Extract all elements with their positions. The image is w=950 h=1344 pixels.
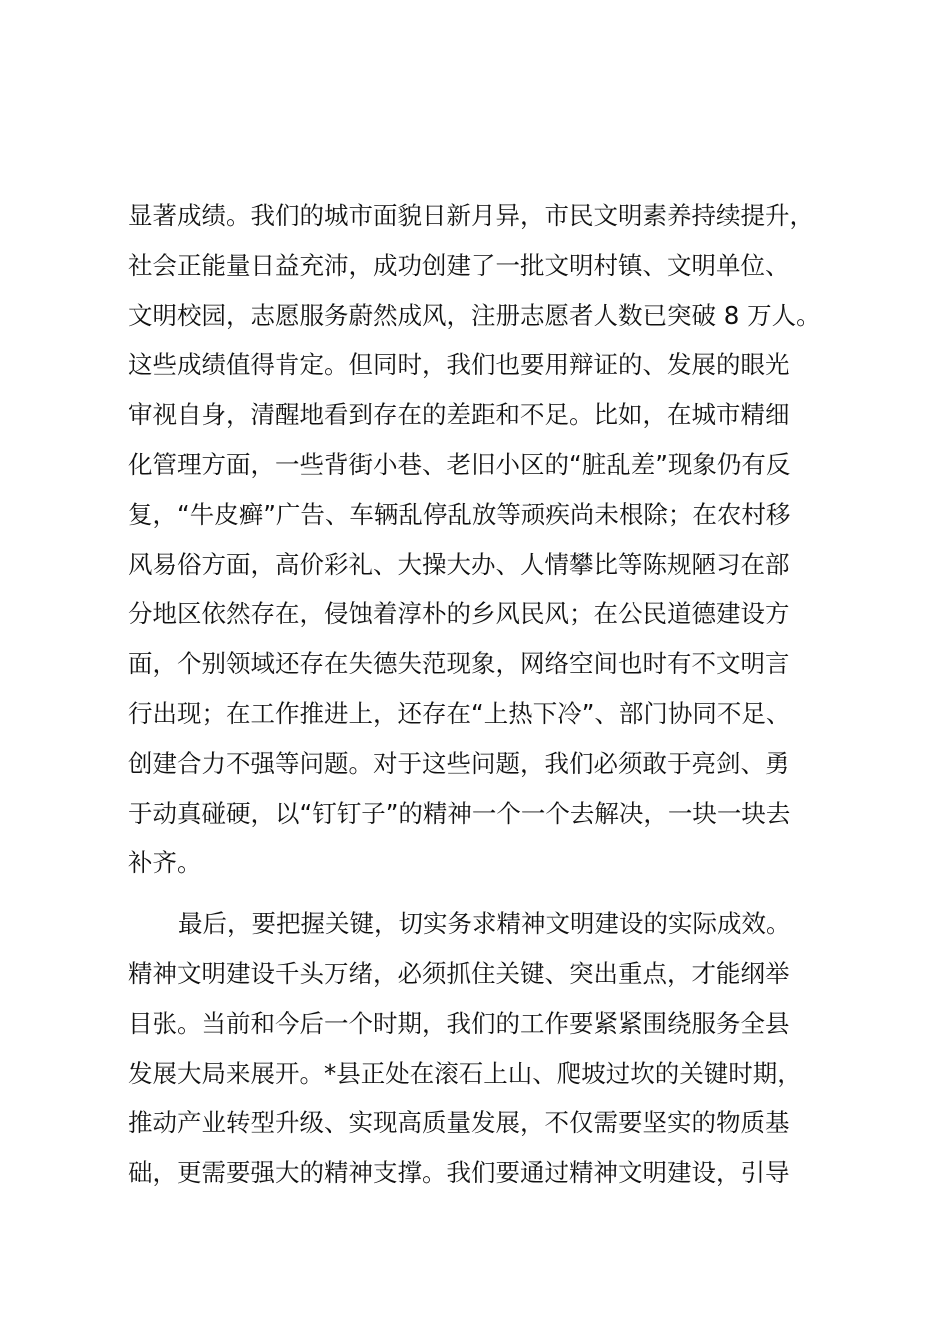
paragraph-line: 目张。当前和今后一个时期，我们的工作要紧紧围绕服务全县	[128, 1008, 790, 1038]
paragraph-line: 推动产业转型升级、实现高质量发展，不仅需要坚实的物质基	[128, 1108, 790, 1138]
paragraph-line: 面，个别领域还存在失德失范现象，网络空间也时有不文明言	[128, 649, 790, 679]
paragraph-line: 础，更需要强大的精神支撑。我们要通过精神文明建设，引导	[128, 1158, 790, 1188]
paragraph-line: 文明校园，志愿服务蔚然成风，注册志愿者人数已突破 8 万人。	[128, 300, 821, 330]
paragraph-2	[128, 899, 848, 1198]
paragraph-line: 最后，要把握关键，切实务求精神文明建设的实际成效。	[178, 909, 791, 939]
paragraph-line: 于动真碰硬，以“钉钉子”的精神一个一个去解决，一块一块去	[128, 798, 791, 828]
paragraph-line: 精神文明建设千头万绪，必须抓住关键、突出重点，才能纲举	[128, 958, 790, 988]
paragraph-line: 显著成绩。我们的城市面貌日新月异，市民文明素养持续提升，	[128, 201, 814, 230]
paragraph-line: 复，“牛皮癣”广告、车辆乱停乱放等顽疾尚未根除；在农村移	[128, 499, 791, 529]
paragraph-line: 化管理方面，一些背街小巷、老旧小区的“脏乱差”现象仍有反	[128, 449, 791, 479]
paragraph-line: 风易俗方面，高价彩礼、大操大办、人情攀比等陈规陋习在部	[128, 549, 790, 579]
paragraph-line: 行出现；在工作推进上，还存在“上热下冷”、部门协同不足、	[128, 698, 791, 728]
paragraph-line: 分地区依然存在，侵蚀着淳朴的乡风民风；在公民道德建设方	[128, 599, 790, 629]
paragraph-line: 创建合力不强等问题。对于这些问题，我们必须敢于亮剑、勇	[128, 748, 790, 778]
paragraph-line: 审视自身，清醒地看到存在的差距和不足。比如，在城市精细	[128, 400, 790, 430]
paragraph-line: 这些成绩值得肯定。但同时，我们也要用辩证的、发展的眼光	[128, 350, 790, 380]
document-body	[128, 191, 848, 1198]
paragraph-line: 社会正能量日益充沛，成功创建了一批文明村镇、文明单位、	[128, 250, 790, 280]
paragraph-1	[128, 191, 848, 888]
paragraph-line: 发展大局来展开。*县正处在滚石上山、爬坡过坎的关键时期，	[128, 1058, 802, 1088]
paragraph-line: 补齐。	[128, 848, 202, 878]
paragraph-spacer	[128, 888, 848, 899]
